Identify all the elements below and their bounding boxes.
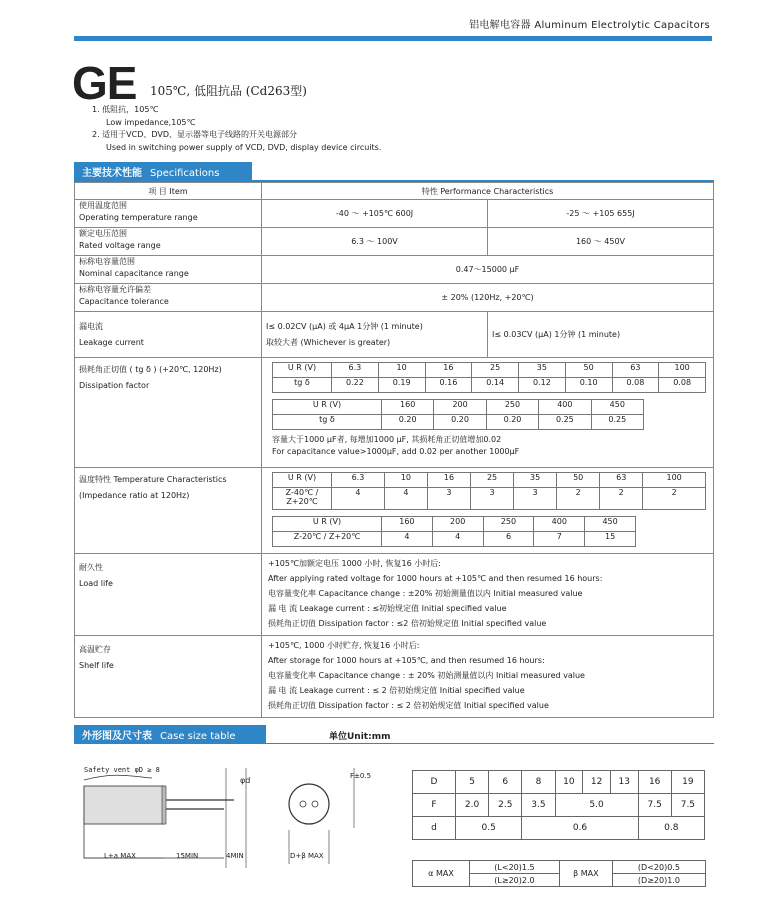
voltage-cell: 10 <box>378 363 425 378</box>
dissipation-note-en: For capacitance value>1000μF, add 0.02 per another 1000μF <box>272 447 520 456</box>
voltage-cell: 35 <box>514 473 557 488</box>
load-life-cn: 耐久性 <box>79 563 103 572</box>
tgd-cell: 0.16 <box>425 378 472 393</box>
op-temp-v2: -25 ～ +105 655J <box>488 200 714 228</box>
dim-cell: 0.8 <box>638 817 704 840</box>
alpha-value: (L<20)1.5 <box>470 861 560 874</box>
dissipation-table-1 <box>272 362 706 393</box>
z-ratio-cell: 6 <box>483 532 534 547</box>
ur-label: U R (V) <box>273 517 382 532</box>
load-life-line: 电容量变化率 Capacitance change : ±20% 初始测量值以内 Initial measured value <box>268 589 583 598</box>
voltage-cell: 450 <box>585 517 636 532</box>
shelf-life-line: 电容量变化率 Capacitance change : ± 20% 初始测量值以内 Initial measured value <box>268 671 585 680</box>
temp-char-table-2 <box>272 516 636 547</box>
ur-label: U R (V) <box>273 473 332 488</box>
dim-cell: 13 <box>610 771 638 794</box>
dissipation-en: Dissipation factor <box>79 381 150 390</box>
dim-cell: 7.5 <box>671 794 704 817</box>
row-label-F: F <box>413 794 456 817</box>
feature-list <box>92 104 512 154</box>
row-label-D: D <box>413 771 456 794</box>
temp-char-table-1 <box>272 472 706 510</box>
dim-cell: 0.5 <box>456 817 522 840</box>
dissipation-table-2 <box>272 399 644 430</box>
voltage-v1: 6.3 ～ 100V <box>262 228 488 256</box>
voltage-cell: 400 <box>534 517 585 532</box>
z-ratio-cell: 4 <box>382 532 433 547</box>
voltage-en: Rated voltage range <box>79 241 161 250</box>
dim-cell: 19 <box>671 771 704 794</box>
min4-label: 4MIN <box>226 852 244 860</box>
z-ratio-cell: 3 <box>427 488 470 510</box>
voltage-cell: 25 <box>472 363 519 378</box>
load-life-line: +105℃加额定电压 1000 小时, 恢复16 小时后: <box>268 559 441 568</box>
z-ratio-cell: 4 <box>384 488 427 510</box>
voltage-cell: 250 <box>483 517 534 532</box>
spec-table <box>74 182 714 718</box>
dim-cell: 3.5 <box>522 794 555 817</box>
z-ratio-cell: 4 <box>432 532 483 547</box>
z-ratio-label: Z-40℃ / Z+20℃ <box>273 488 332 510</box>
voltage-cell: 450 <box>591 400 643 415</box>
tgd-cell: 0.14 <box>472 378 519 393</box>
tgd-cell: 0.20 <box>486 415 538 430</box>
dim-cell: 16 <box>638 771 671 794</box>
load-life-line: After applying rated voltage for 1000 hours at +105℃ and then resumed 16 hours: <box>268 574 603 583</box>
voltage-cell: 400 <box>539 400 591 415</box>
shelf-life-line: After storage for 1000 hours at +105℃, and then resumed 16 hours: <box>268 656 545 665</box>
voltage-cell: 16 <box>427 473 470 488</box>
spec-title-en: Specifications <box>150 168 220 179</box>
capacitance-cn: 标称电容量范围 <box>79 257 135 266</box>
lead-hole <box>312 801 318 807</box>
temp-char-en: (Impedance ratio at 120Hz) <box>79 491 190 500</box>
beta-value: (D<20)0.5 <box>612 861 705 874</box>
tolerance-value: ± 20% (120Hz, +20℃) <box>262 284 714 312</box>
shelf-life-line: +105℃, 1000 小时贮存, 恢复16 小时后: <box>268 641 420 650</box>
z-ratio-cell: 2 <box>557 488 600 510</box>
tgd-label: tg δ <box>273 378 332 393</box>
leakage-en: Leakage current <box>79 337 144 347</box>
lead-dia-label: φd <box>240 776 251 785</box>
dim-cell: 6 <box>489 771 522 794</box>
safety-vent-label: Safety vent φD ≥ 8 <box>84 766 160 774</box>
leakage-line2: 取较大者 (Whichever is greater) <box>266 337 391 347</box>
dim-cell: 8 <box>522 771 555 794</box>
voltage-v2: 160 ～ 450V <box>488 228 714 256</box>
tgd-cell: 0.25 <box>591 415 643 430</box>
tolerance-table <box>412 860 706 887</box>
voltage-cell: 6.3 <box>332 473 385 488</box>
col-perf-header: 特性 Performance Characteristics <box>262 183 714 200</box>
voltage-cell: 160 <box>382 517 433 532</box>
voltage-cell: 25 <box>471 473 514 488</box>
voltage-cell: 35 <box>519 363 566 378</box>
pitch-label: F±0.5 <box>350 772 372 780</box>
tgd-cell: 0.08 <box>612 378 659 393</box>
dim-cell: 10 <box>555 771 583 794</box>
length-label: L+a MAX <box>104 852 136 860</box>
tgd-cell: 0.25 <box>539 415 591 430</box>
temp-char-cn: 温度特性 Temperature Characteristics <box>79 475 227 484</box>
capacitor-body <box>84 786 164 824</box>
row-label-d: d <box>413 817 456 840</box>
z-ratio-cell: 3 <box>471 488 514 510</box>
dissipation-note-cn: 容量大于1000 μF者, 每增加1000 μF, 其损耗角正切值增加0.02 <box>272 435 502 444</box>
dimension-table <box>412 770 705 840</box>
leakage-line1: I≤ 0.02CV (μA) 或 4μA 1分钟 (1 minute) <box>266 321 423 331</box>
dim-cell: 2.5 <box>489 794 522 817</box>
voltage-cell: 160 <box>382 400 434 415</box>
voltage-cn: 额定电压范围 <box>79 229 127 238</box>
beta-label: β MAX <box>559 861 612 887</box>
op-temp-en: Operating temperature range <box>79 213 198 222</box>
ur-label: U R (V) <box>273 400 382 415</box>
z-ratio-cell: 2 <box>643 488 706 510</box>
dim-cell: 2.0 <box>456 794 489 817</box>
tgd-cell: 0.20 <box>382 415 434 430</box>
shelf-life-en: Shelf life <box>79 661 114 670</box>
beta-value: (D≥20)1.0 <box>612 874 705 887</box>
op-temp-cn: 使用温度范围 <box>79 201 127 210</box>
series-subtitle: 105℃, 低阻抗品 (Cd263型) <box>150 84 307 98</box>
capacitance-en: Nominal capacitance range <box>79 269 189 278</box>
op-temp-v1: -40 ～ +105℃ 600J <box>262 200 488 228</box>
z-ratio-cell: 7 <box>534 532 585 547</box>
unit-label: 单位Unit:mm <box>329 732 391 742</box>
dim-cell: 7.5 <box>638 794 671 817</box>
tgd-cell: 0.12 <box>519 378 566 393</box>
voltage-cell: 10 <box>384 473 427 488</box>
dim-cell: 5.0 <box>555 794 638 817</box>
min15-label: 15MIN <box>176 852 199 860</box>
feature-line: Used in switching power supply of VCD, DVD, display device circuits. <box>106 142 382 152</box>
lead-hole <box>300 801 306 807</box>
voltage-cell: 100 <box>643 473 706 488</box>
ur-label: U R (V) <box>273 363 332 378</box>
shelf-life-line: 损耗角正切值 Dissipation factor : ≤ 2 倍初始规定值 Initial specified value <box>268 701 549 710</box>
z-ratio-label: Z-20℃ / Z+20℃ <box>273 532 382 547</box>
voltage-cell: 50 <box>565 363 612 378</box>
capacitance-value: 0.47～15000 μF <box>262 256 714 284</box>
voltage-cell: 6.3 <box>332 363 379 378</box>
load-life-line: 损耗角正切值 Dissipation factor : ≤2 倍初始规定值 Initial specified value <box>268 619 547 628</box>
capacitor-seal <box>162 786 166 824</box>
series-code: GE <box>72 57 137 109</box>
z-ratio-cell: 2 <box>600 488 643 510</box>
alpha-value: (L≥20)2.0 <box>470 874 560 887</box>
tgd-label: tg δ <box>273 415 382 430</box>
dim-cell: 12 <box>583 771 611 794</box>
z-ratio-cell: 4 <box>332 488 385 510</box>
leakage-cn: 漏电流 <box>79 321 103 331</box>
voltage-cell: 100 <box>659 363 706 378</box>
case-title-en: Case size table <box>160 731 236 742</box>
page-header: 铝电解电容器 Aluminum Electrolytic Capacitors <box>469 20 710 31</box>
voltage-cell: 250 <box>486 400 538 415</box>
feature-line: 1. 低阻抗，105℃ <box>92 105 159 114</box>
diameter-label: D+β MAX <box>290 852 324 860</box>
leakage-right: I≤ 0.03CV (μA) 1分钟 (1 minute) <box>488 312 714 358</box>
voltage-cell: 200 <box>432 517 483 532</box>
tgd-cell: 0.08 <box>659 378 706 393</box>
tgd-cell: 0.22 <box>332 378 379 393</box>
tolerance-cn: 标称电容量允许偏差 <box>79 285 151 294</box>
tgd-cell: 0.10 <box>565 378 612 393</box>
z-ratio-cell: 15 <box>585 532 636 547</box>
dissipation-cn: 损耗角正切值 ( tg δ ) (+20℃, 120Hz) <box>79 365 222 374</box>
spec-title-cn: 主要技术性能 <box>82 168 142 179</box>
spec-section-title <box>74 162 252 180</box>
feature-line: Low impedance,105℃ <box>106 117 196 127</box>
alpha-label: α MAX <box>413 861 470 887</box>
z-ratio-cell: 3 <box>514 488 557 510</box>
case-rule <box>74 743 714 744</box>
voltage-cell: 50 <box>557 473 600 488</box>
tgd-cell: 0.20 <box>434 415 486 430</box>
capacitor-end-view <box>289 784 329 824</box>
load-life-line: 漏 电 流 Leakage current : ≤初始规定值 Initial specified value <box>268 604 507 613</box>
voltage-cell: 63 <box>600 473 643 488</box>
tolerance-en: Capacitance tolerance <box>79 297 169 306</box>
col-item-header: 项 目 Item <box>75 183 262 200</box>
shelf-life-line: 漏 电 流 Leakage current : ≤ 2 倍初始规定值 Initial specified value <box>268 686 525 695</box>
header-rule <box>74 36 712 41</box>
dim-cell: 0.6 <box>522 817 638 840</box>
case-section-title <box>74 725 266 743</box>
voltage-cell: 200 <box>434 400 486 415</box>
feature-line: 2. 适用于VCD、DVD、显示器等电子线路的开关电源部分 <box>92 130 298 139</box>
voltage-cell: 16 <box>425 363 472 378</box>
tgd-cell: 0.19 <box>378 378 425 393</box>
dim-cell: 5 <box>456 771 489 794</box>
load-life-en: Load life <box>79 579 113 588</box>
case-title-cn: 外形图及尺寸表 <box>82 731 152 742</box>
shelf-life-cn: 高温贮存 <box>79 645 111 654</box>
voltage-cell: 63 <box>612 363 659 378</box>
